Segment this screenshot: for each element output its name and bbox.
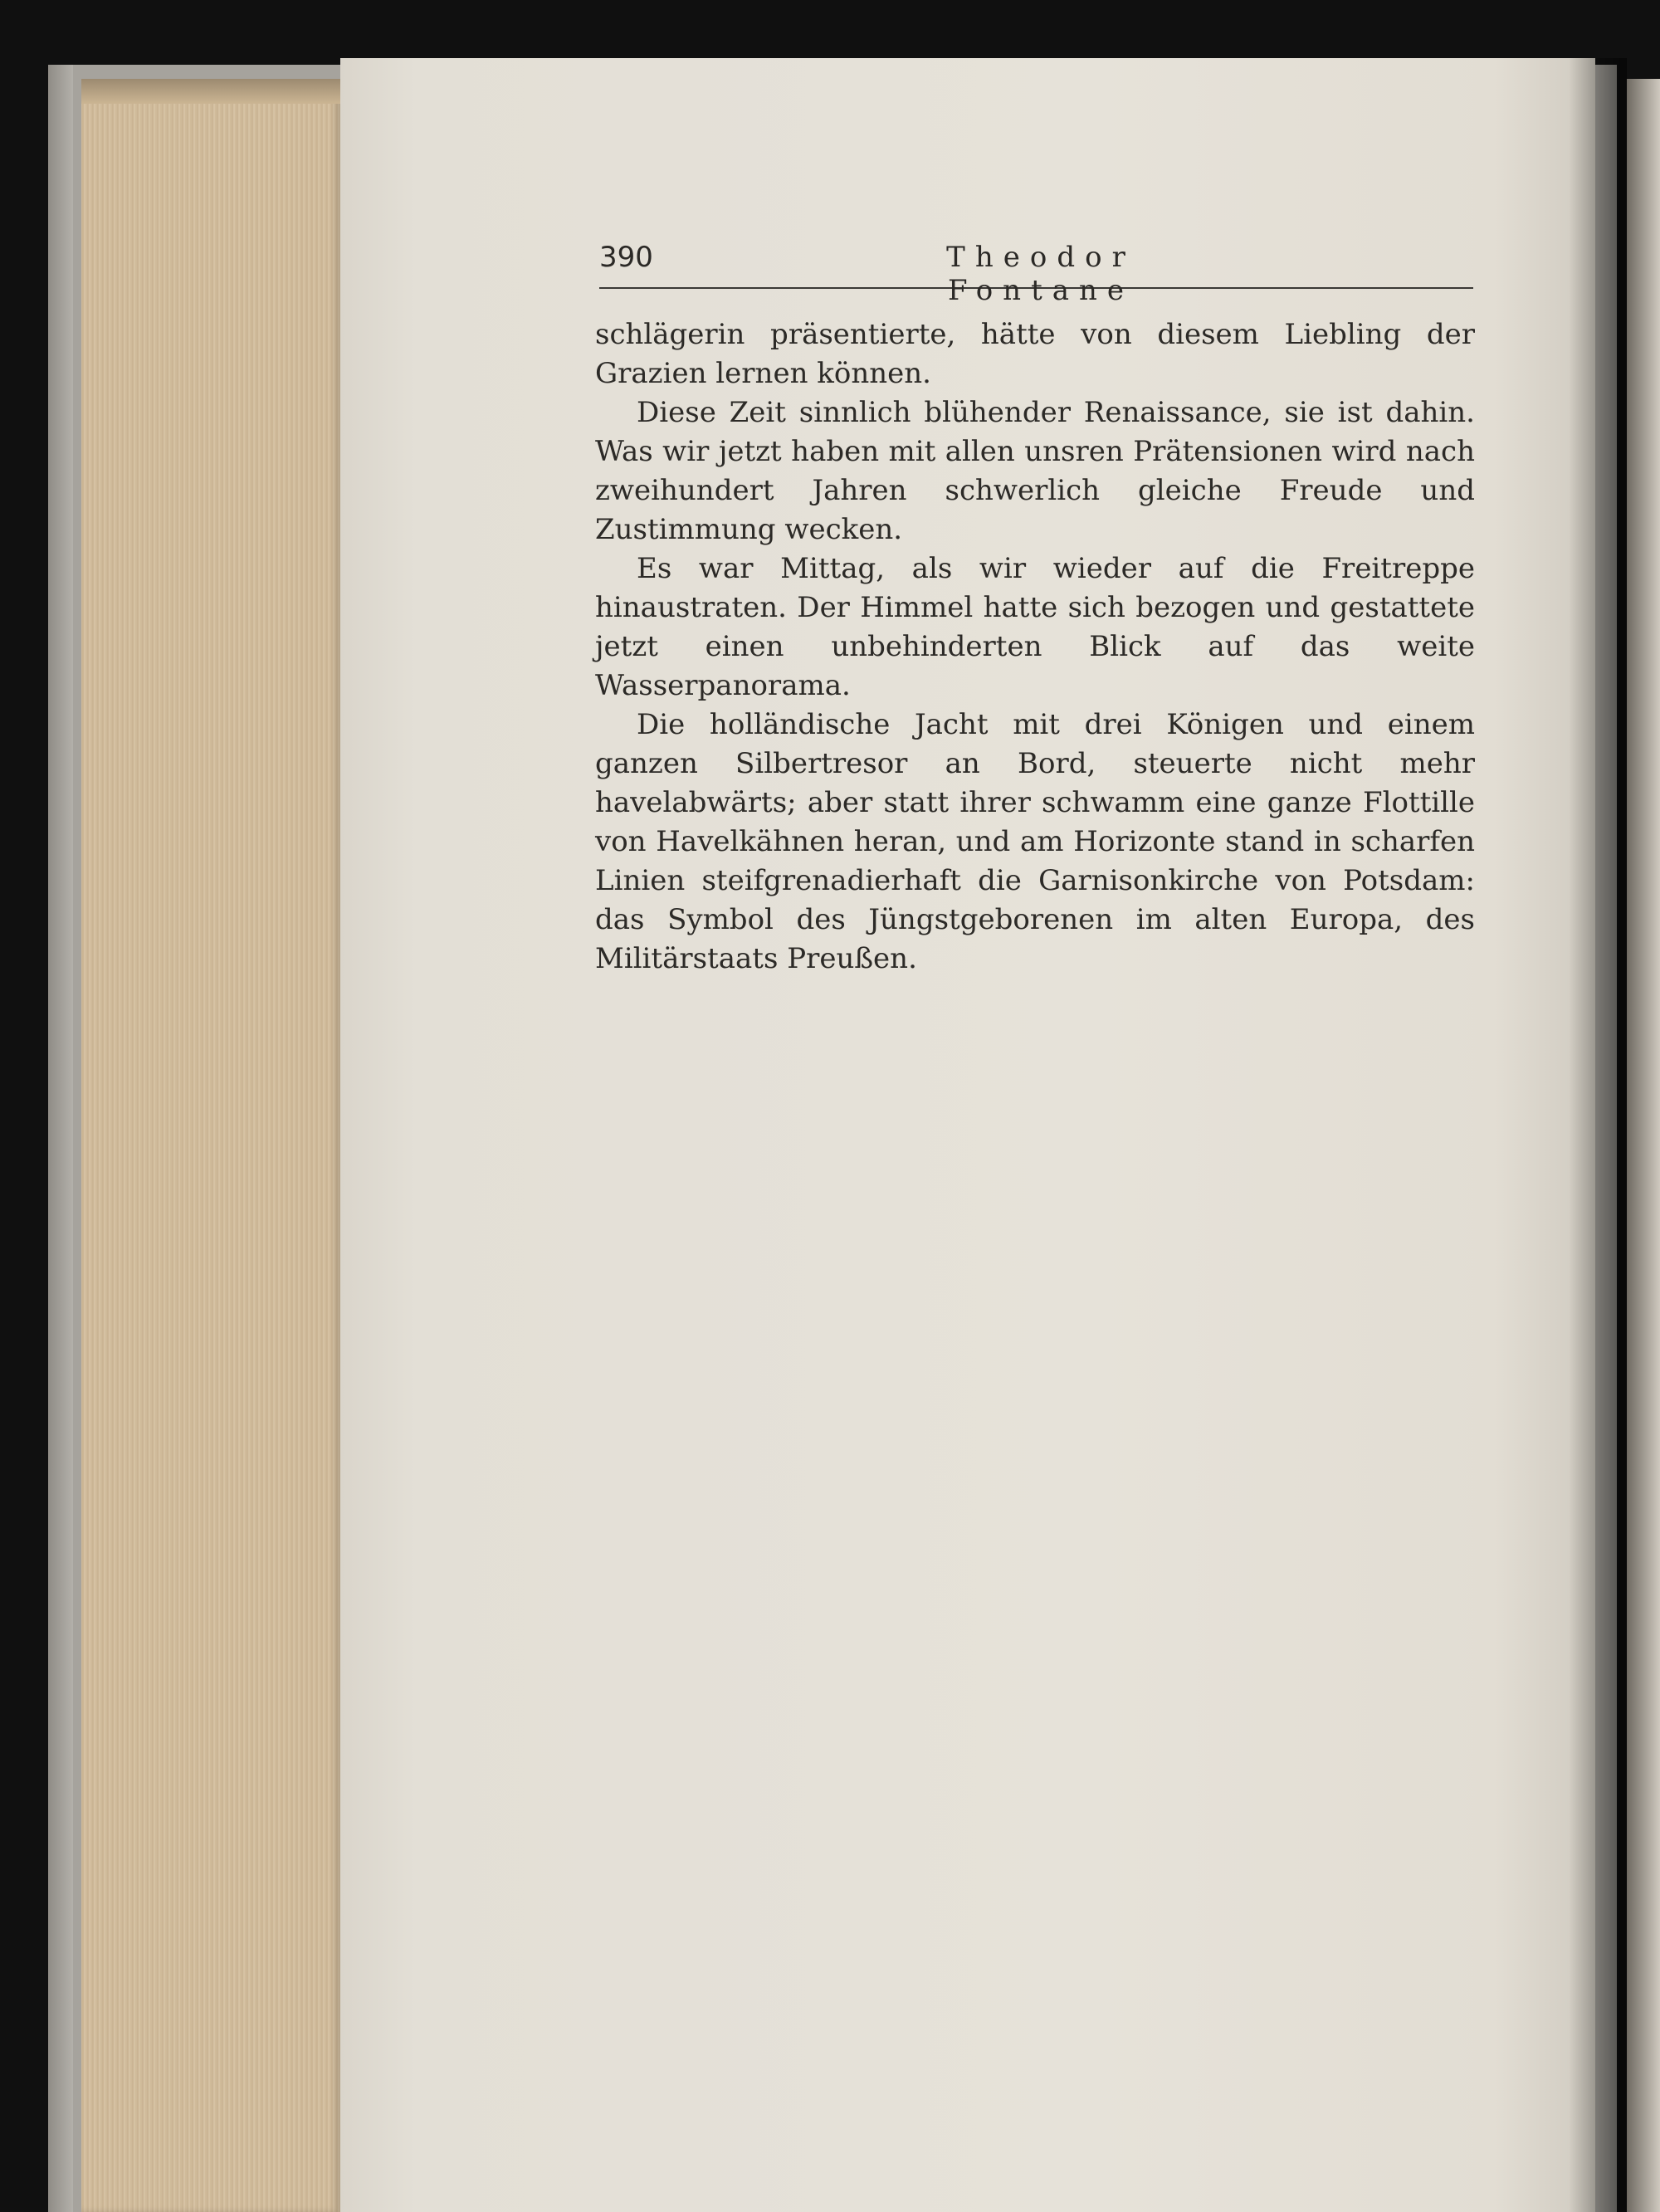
gutter-shadow [1569,58,1627,2212]
paragraph: Diese Zeit sinnlich blühender Renaissance, sie ist dahin. Was wir jetzt haben mit allen unsren Prätensionen wird nach zweihundert Jahren schwerlich gleiche Freude und Zustimmung wecken. [595,396,1475,546]
text-body [595,315,1475,979]
page-block-top [81,79,340,104]
page-block-edge [81,79,340,2212]
running-head [599,236,1473,307]
cover-edge [48,65,73,2212]
paragraph: Es war Mittag, als wir wieder auf die Freitreppe hinaustraten. Der Himmel hatte sich bezogen und gestattete jetzt einen unbehinderten Blick auf das weite Wasserpanorama. [595,552,1475,702]
running-title: Theodor Fontane [946,241,1135,307]
paragraph: Die holländische Jacht mit drei Königen und einem ganzen Silbertresor an Bord, steuerte nicht mehr havelabwärts; aber statt ihrer schwamm eine ganze Flottille von Havelkähnen heran, und am Horizonte stand in scharfen Linien steifgrenadierhaft die Garnisonkirche von Potsdam: das Symbol des Jüngstgeborenen im alten Europa, des Militärstaats Preußen. [595,708,1475,975]
page-number: 390 [599,241,653,274]
paragraph: schlägerin präsentierte, hätte von diesem Liebling der Grazien lernen können. [595,318,1475,390]
facing-page-edge [1627,79,1660,2212]
